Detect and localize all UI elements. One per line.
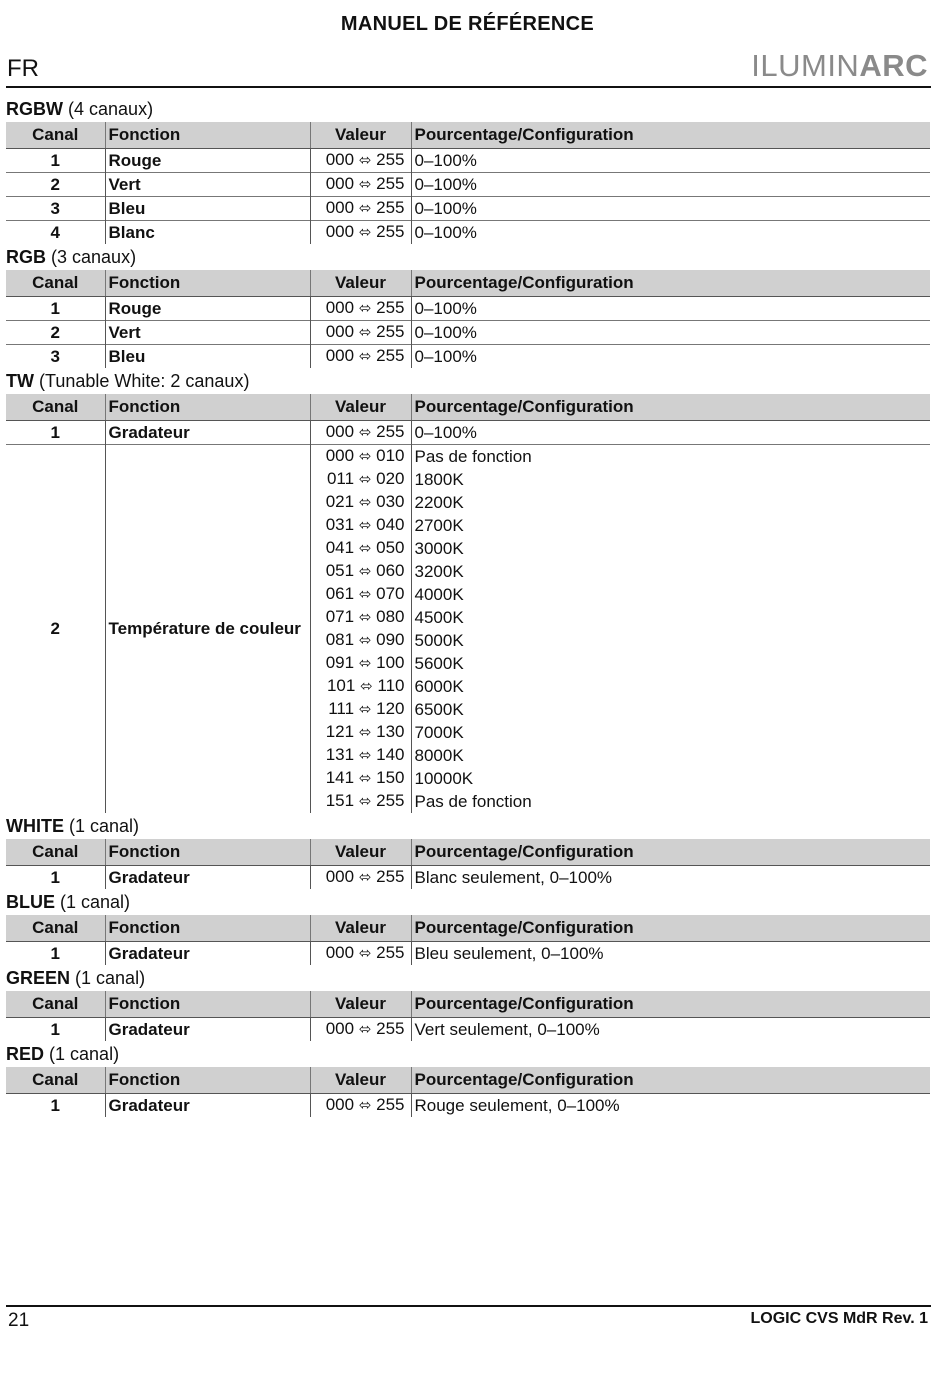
range-from: 011 [326,469,355,488]
range-arrow-icon: ⬄ [358,152,372,169]
dmx-value-range [310,491,411,514]
section-heading [6,244,930,270]
section-name: TW [6,371,34,391]
column-header-fonction: Fonction [105,122,310,149]
range-arrow-icon: ⬄ [358,563,372,580]
column-header-valeur: Valeur [310,1067,411,1094]
dmx-value-range [310,560,411,583]
section-heading [6,368,930,394]
range-arrow-icon: ⬄ [358,471,372,488]
column-header-valeur: Valeur [310,122,411,149]
dmx-value-range [310,514,411,537]
section-heading [6,889,930,915]
channel-setting: Vert seulement, 0–100% [411,1018,930,1042]
range-to: 080 [376,607,405,626]
channel-function: Gradateur [105,866,310,890]
channel-function: Gradateur [105,942,310,966]
dmx-value-range [310,606,411,629]
language-code: FR [7,55,39,82]
range-from: 000 [325,446,355,465]
section-note: (3 canaux) [51,247,137,267]
column-header-fonction: Fonction [105,394,310,421]
range-from: 121 [325,722,355,741]
range-arrow-icon: ⬄ [358,632,372,649]
column-header-canal: Canal [6,270,105,297]
channel-table [6,1067,930,1117]
range-to: 255 [376,298,405,317]
range-to: 255 [376,1019,405,1038]
section-note: (1 canal) [49,1044,120,1064]
range-from: 101 [326,676,356,695]
section-name: RED [6,1044,45,1064]
column-header-fonction: Fonction [105,839,310,866]
dmx-value-range [310,445,411,469]
dmx-value-range [310,468,411,491]
section-note: (Tunable White: 2 canaux) [39,371,250,391]
channel-table [6,394,930,813]
table-row [6,321,930,345]
range-to: 090 [376,630,405,649]
section-note: (1 canal) [60,892,131,912]
range-to: 255 [376,322,405,341]
range-arrow-icon: ⬄ [358,348,372,365]
channel-function: Gradateur [105,1018,310,1042]
column-header-canal: Canal [6,991,105,1018]
range-to: 255 [376,791,405,810]
range-from: 000 [325,322,355,341]
column-header-pct: Pourcentage/Configuration [411,394,930,421]
channel-number: 2 [6,173,105,197]
channel-setting: Blanc seulement, 0–100% [411,866,930,890]
channel-setting: 8000K [411,744,930,767]
channel-setting: Bleu seulement, 0–100% [411,942,930,966]
channel-function: Vert [105,321,310,345]
column-header-valeur: Valeur [310,839,411,866]
channel-setting: 4500K [411,606,930,629]
channel-setting: 0–100% [411,173,930,197]
channel-setting: 10000K [411,767,930,790]
range-arrow-icon: ⬄ [358,224,372,241]
range-to: 120 [376,699,405,718]
channel-setting: 0–100% [411,149,930,173]
range-from: 000 [325,150,355,169]
range-arrow-icon: ⬄ [358,1097,372,1114]
section-heading [6,965,930,991]
range-to: 070 [376,584,405,603]
range-from: 000 [325,198,355,217]
range-from: 000 [325,346,355,365]
channel-number: 1 [50,1019,60,1039]
column-header-canal: Canal [6,839,105,866]
range-to: 255 [376,867,405,886]
range-arrow-icon: ⬄ [358,424,372,441]
column-header-fonction: Fonction [105,1067,310,1094]
channel-table [6,122,930,244]
channel-number: 1 [50,298,60,318]
section-note: (1 canal) [75,968,146,988]
dmx-value-range [310,321,411,345]
section-name: RGBW [6,99,63,119]
range-from: 000 [325,422,355,441]
channel-table [6,839,930,889]
range-to: 255 [376,174,405,193]
channel-setting: 0–100% [411,321,930,345]
range-arrow-icon: ⬄ [358,324,372,341]
dmx-value-range [310,942,411,966]
range-from: 091 [325,653,355,672]
table-row [6,197,930,221]
channel-number: 3 [6,345,105,369]
table-row [6,297,930,321]
table-header-row [6,122,930,149]
range-from: 000 [325,222,355,241]
dmx-value-range [310,1094,411,1118]
range-from: 131 [325,745,355,764]
range-arrow-icon: ⬄ [358,176,372,193]
range-to: 255 [376,222,405,241]
channel-setting: 6000K [411,675,930,698]
dmx-value-range [310,173,411,197]
column-header-pct: Pourcentage/Configuration [411,122,930,149]
channel-number: 4 [6,221,105,245]
channel-setting: Rouge seulement, 0–100% [411,1094,930,1118]
column-header-valeur: Valeur [310,270,411,297]
range-arrow-icon: ⬄ [358,747,372,764]
column-header-pct: Pourcentage/Configuration [411,915,930,942]
channel-setting: 4000K [411,583,930,606]
channel-setting: 0–100% [411,345,930,369]
brand-logo-light: ILUMIN [751,48,860,83]
range-arrow-icon: ⬄ [358,724,372,741]
dmx-value-range [310,675,411,698]
range-arrow-icon: ⬄ [358,540,372,557]
table-row [6,942,930,966]
table-row [6,866,930,890]
column-header-fonction: Fonction [105,915,310,942]
range-arrow-icon: ⬄ [358,586,372,603]
section-heading [6,813,930,839]
range-arrow-icon: ⬄ [358,448,372,465]
dmx-value-range [310,744,411,767]
range-from: 151 [325,791,355,810]
section-name: BLUE [6,892,55,912]
channel-setting: 5600K [411,652,930,675]
channel-table [6,991,930,1041]
range-from: 021 [325,492,355,511]
column-header-fonction: Fonction [105,991,310,1018]
table-header-row [6,915,930,942]
section-heading [6,1041,930,1067]
range-to: 140 [376,745,405,764]
range-arrow-icon: ⬄ [358,945,372,962]
table-row [6,445,930,469]
channel-function: Bleu [105,345,310,369]
dmx-value-range [310,149,411,173]
range-to: 010 [376,446,405,465]
channel-function: Rouge [105,297,310,321]
channel-table [6,915,930,965]
range-to: 020 [376,469,405,488]
column-header-pct: Pourcentage/Configuration [411,991,930,1018]
column-header-pct: Pourcentage/Configuration [411,1067,930,1094]
range-from: 000 [325,943,355,962]
section-note: (1 canal) [69,816,140,836]
column-header-pct: Pourcentage/Configuration [411,839,930,866]
range-to: 110 [377,676,405,695]
channel-function: Bleu [105,197,310,221]
dmx-value-range [310,1018,411,1042]
range-to: 255 [376,1095,405,1114]
range-to: 030 [376,492,405,511]
range-from: 081 [325,630,355,649]
range-to: 060 [376,561,405,580]
section-name: GREEN [6,968,71,988]
range-arrow-icon: ⬄ [358,494,372,511]
channel-setting: 2200K [411,491,930,514]
range-to: 100 [376,653,405,672]
range-from: 000 [325,298,355,317]
dmx-value-range [310,767,411,790]
brand-logo-bold: ARC [859,48,928,83]
range-arrow-icon: ⬄ [358,200,372,217]
range-to: 255 [376,346,405,365]
range-from: 000 [325,174,355,193]
channel-number: 2 [6,445,105,814]
range-to: 050 [376,538,405,557]
table-header-row [6,394,930,421]
column-header-canal: Canal [6,394,105,421]
dmx-value-range [310,698,411,721]
dmx-value-range [310,297,411,321]
channel-function: Vert [105,173,310,197]
dmx-value-range [310,197,411,221]
dmx-value-range [310,790,411,813]
range-arrow-icon: ⬄ [358,609,372,626]
range-from: 051 [325,561,355,580]
column-header-canal: Canal [6,122,105,149]
dmx-value-range [310,629,411,652]
table-row [6,173,930,197]
table-row [6,221,930,245]
channel-setting: 7000K [411,721,930,744]
header-rule [6,86,931,88]
channel-number: 1 [50,1095,60,1115]
range-from: 141 [325,768,355,787]
channel-setting: 1800K [411,468,930,491]
channel-number: 3 [6,197,105,221]
section-heading [6,96,930,122]
range-to: 130 [376,722,405,741]
range-arrow-icon: ⬄ [358,655,372,672]
range-arrow-icon: ⬄ [358,517,372,534]
range-to: 255 [376,150,405,169]
column-header-valeur: Valeur [310,915,411,942]
range-from: 000 [325,867,355,886]
dmx-value-range [310,537,411,560]
document-reference: LOGIC CVS MdR Rev. 1 [750,1310,928,1327]
table-header-row [6,270,930,297]
brand-logo [751,48,928,84]
range-from: 071 [325,607,355,626]
section-name: WHITE [6,816,64,836]
table-row [6,345,930,369]
range-from: 000 [325,1095,355,1114]
channel-function: Rouge [105,149,310,173]
table-header-row [6,1067,930,1094]
dmx-value-range [310,721,411,744]
channel-tables [6,96,930,1117]
footer-rule [6,1305,931,1307]
dmx-value-range [310,866,411,890]
range-to: 255 [376,198,405,217]
channel-setting: 0–100% [411,221,930,245]
channel-setting: Pas de fonction [411,445,930,469]
range-from: 000 [325,1019,355,1038]
range-arrow-icon: ⬄ [360,678,373,695]
range-to: 150 [376,768,405,787]
range-from: 041 [325,538,355,557]
channel-function: Gradateur [105,421,310,445]
range-to: 040 [376,515,405,534]
column-header-pct: Pourcentage/Configuration [411,270,930,297]
channel-setting: Pas de fonction [411,790,930,813]
table-row [6,1018,930,1042]
channel-number: 1 [50,943,60,963]
channel-setting: 2700K [411,514,930,537]
channel-number: 1 [50,150,60,170]
document-title: MANUEL DE RÉFÉRENCE [340,13,595,35]
channel-function: Gradateur [105,1094,310,1118]
range-arrow-icon: ⬄ [358,869,372,886]
channel-setting: 3200K [411,560,930,583]
channel-setting: 0–100% [411,421,930,445]
channel-function: Température de couleur [105,445,310,814]
channel-table [6,270,930,368]
channel-number: 1 [50,867,60,887]
column-header-canal: Canal [6,915,105,942]
channel-number: 1 [50,422,60,442]
column-header-valeur: Valeur [310,991,411,1018]
range-from: 031 [325,515,355,534]
range-from: 111 [328,699,355,718]
range-arrow-icon: ⬄ [358,1021,372,1038]
channel-function: Blanc [105,221,310,245]
column-header-fonction: Fonction [105,270,310,297]
dmx-value-range [310,221,411,245]
column-header-canal: Canal [6,1067,105,1094]
channel-setting: 0–100% [411,197,930,221]
channel-number: 2 [6,321,105,345]
table-row [6,421,930,445]
table-header-row [6,839,930,866]
table-row [6,1094,930,1118]
range-arrow-icon: ⬄ [358,793,372,810]
dmx-value-range [310,345,411,369]
range-to: 255 [376,422,405,441]
channel-setting: 0–100% [411,297,930,321]
range-from: 061 [325,584,355,603]
page-number: 21 [8,1310,30,1331]
dmx-value-range [310,421,411,445]
column-header-valeur: Valeur [310,394,411,421]
channel-setting: 5000K [411,629,930,652]
range-to: 255 [376,943,405,962]
channel-setting: 6500K [411,698,930,721]
section-name: RGB [6,247,46,267]
dmx-value-range [310,652,411,675]
table-header-row [6,991,930,1018]
range-arrow-icon: ⬄ [358,300,372,317]
table-row [6,149,930,173]
dmx-value-range [310,583,411,606]
section-note: (4 canaux) [68,99,154,119]
range-arrow-icon: ⬄ [358,701,372,718]
range-arrow-icon: ⬄ [358,770,372,787]
channel-setting: 3000K [411,537,930,560]
